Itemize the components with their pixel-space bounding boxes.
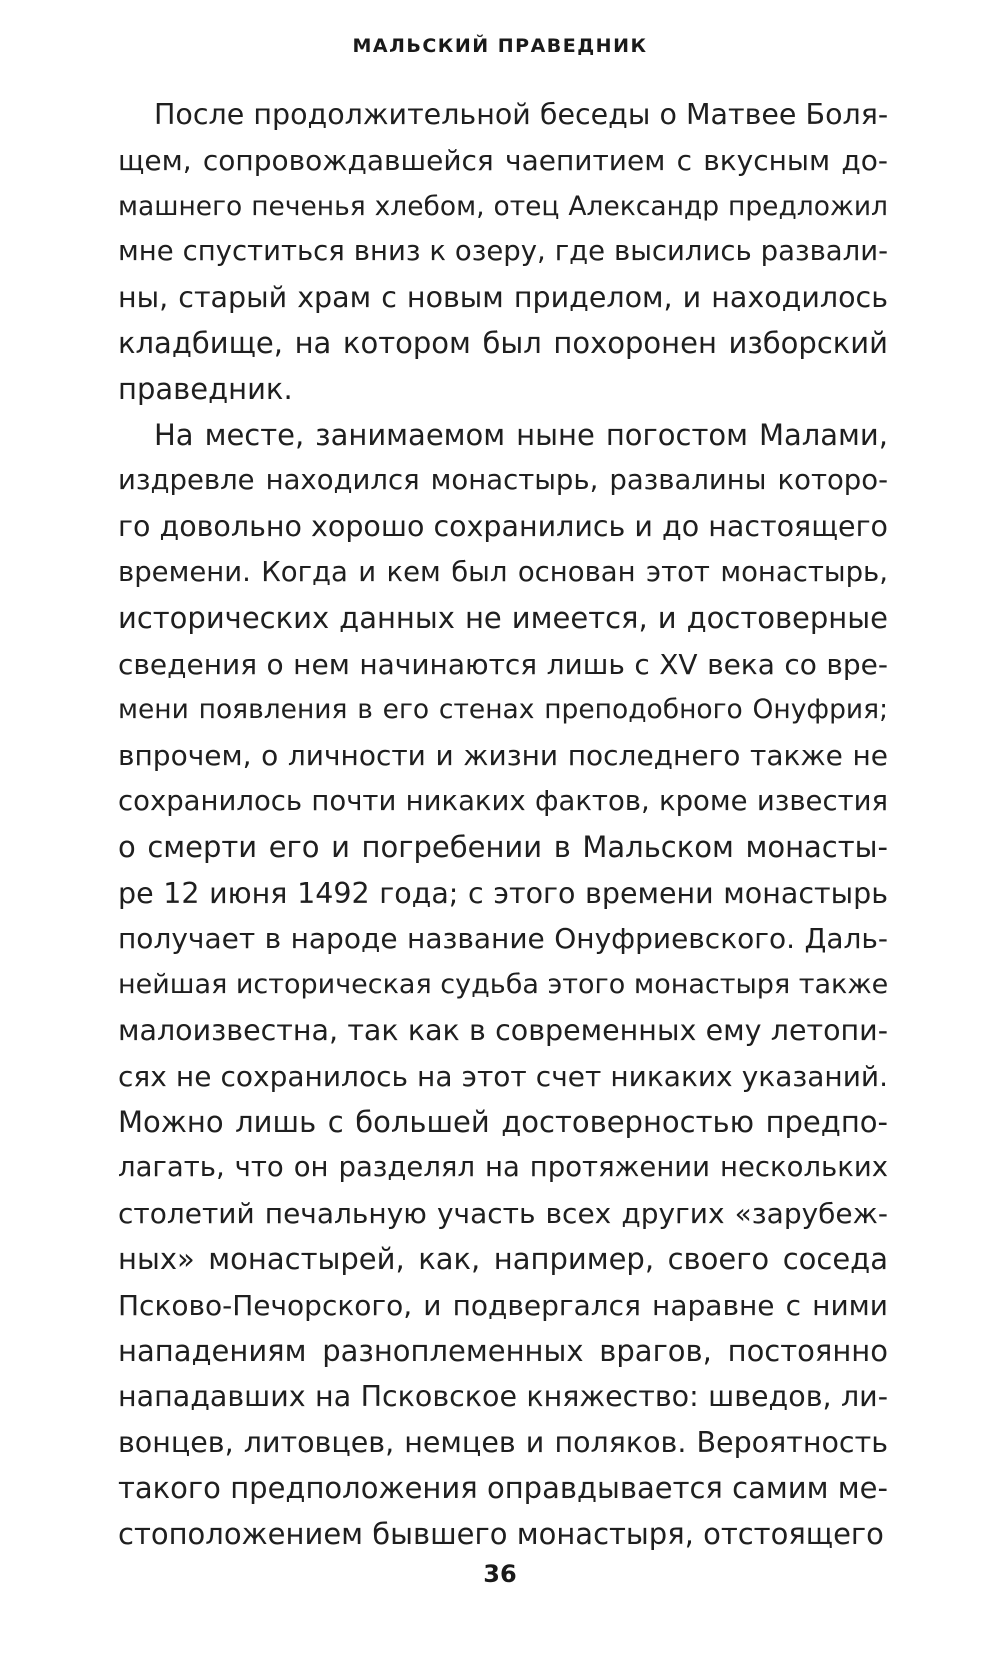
text-line: мне спуститься вниз к озеру, где высились развали-	[118, 235, 888, 268]
text-line: малоизвестна, так как в современных ему летопи-	[118, 1013, 888, 1047]
text-line: щем, сопровождавшейся чаепитием с вкусным до-	[118, 143, 888, 177]
body-text	[118, 92, 888, 1558]
text-line: мени появления в его стенах преподобного Онуфрия;	[118, 694, 888, 726]
text-line: впрочем, о личности и жизни последнего также не	[118, 739, 888, 773]
text-line: нападениям разноплеменных врагов, постоянно	[118, 1333, 888, 1368]
text-line: машнего печенья хлебом, отец Александр предложил	[118, 190, 888, 222]
text-line: нападавших на Псковское княжество: шведов, ли-	[118, 1380, 888, 1414]
page-number: 36	[483, 1560, 517, 1588]
text-line: о смерти его и погребении в Мальском монасты-	[118, 829, 888, 864]
text-line: сведения о нем начинаются лишь с XV века со вре-	[118, 647, 888, 681]
paragraph	[118, 413, 888, 1558]
text-line: праведник.	[118, 371, 293, 406]
text-line: вонцев, литовцев, немцев и поляков. Вероятность	[118, 1426, 888, 1460]
text-line: нейшая историческая судьба этого монастыря также	[118, 969, 889, 1001]
text-line: го довольно хорошо сохранились и до настоящего	[118, 510, 888, 544]
text-line: На месте, занимаемом ныне погостом Малами,	[154, 417, 888, 452]
paragraph	[118, 92, 888, 413]
text-line: кладбище, на котором был похоронен изборский	[118, 325, 888, 360]
text-line: столетий печальную участь всех других «зарубеж-	[118, 1197, 888, 1231]
text-line: сях не сохранилось на этот счет никаких указаний.	[118, 1059, 888, 1093]
text-line: исторических данных не имеется, и достоверные	[118, 600, 888, 635]
text-line: Можно лишь с большей достоверностью предпо-	[118, 1104, 888, 1139]
text-line: ре 12 июня 1492 года; с этого времени монастырь	[118, 876, 888, 910]
text-line: сохранилось почти никаких фактов, кроме известия	[118, 784, 888, 817]
text-line: издревле находился монастырь, развалины которо-	[118, 464, 888, 497]
text-line: Псково-Печорского, и подвергался наравне с ними	[118, 1288, 888, 1322]
text-line: получает в народе название Онуфриевского. Даль-	[118, 922, 888, 956]
text-line: После продолжительной беседы о Матвее Боля-	[154, 98, 889, 131]
text-line: такого предположения оправдывается самим ме-	[118, 1470, 888, 1505]
text-line: ных» монастырей, как, например, своего соседа	[118, 1241, 888, 1276]
running-head: МАЛЬСКИЙ ПРАВЕДНИК	[352, 35, 648, 57]
text-line: ны, старый храм с новым приделом, и находилось	[118, 281, 888, 315]
text-line: времени. Когда и кем был основан этот монастырь,	[118, 555, 888, 588]
text-line: стоположением бывшего монастыря, отстоящего	[118, 1516, 884, 1551]
text-line: лагать, что он разделял на протяжении нескольких	[118, 1151, 888, 1184]
